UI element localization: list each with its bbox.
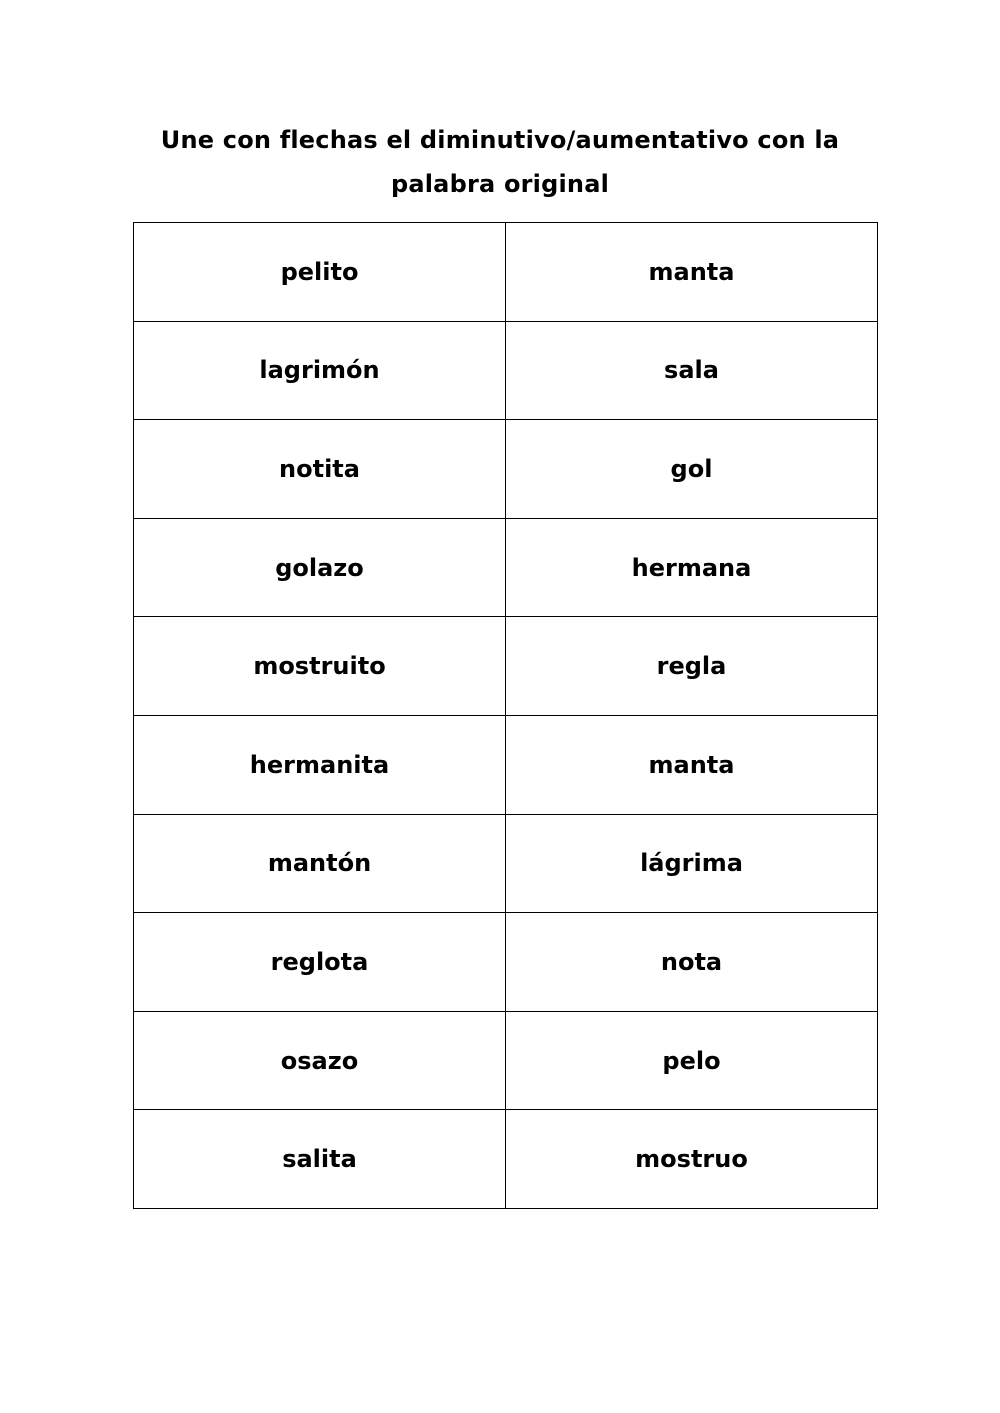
original-word-cell: pelo — [506, 1011, 878, 1110]
table-row — [134, 518, 878, 617]
table-row — [134, 913, 878, 1012]
derived-word-cell: lagrimón — [134, 321, 506, 420]
title-line-2: palabra original — [390, 170, 610, 198]
original-word-cell: sala — [506, 321, 878, 420]
original-word-cell: nota — [506, 913, 878, 1012]
original-word-cell: mostruo — [506, 1110, 878, 1209]
table-row — [134, 223, 878, 322]
derived-word-cell: osazo — [134, 1011, 506, 1110]
derived-word-cell: hermanita — [134, 715, 506, 814]
word-matching-table — [133, 222, 878, 1209]
derived-word-cell: mantón — [134, 814, 506, 913]
original-word-cell: hermana — [506, 518, 878, 617]
table-row — [134, 321, 878, 420]
derived-word-cell: salita — [134, 1110, 506, 1209]
original-word-cell: manta — [506, 715, 878, 814]
derived-word-cell: mostruito — [134, 617, 506, 716]
derived-word-cell: pelito — [134, 223, 506, 322]
derived-word-cell: notita — [134, 420, 506, 519]
table-row — [134, 617, 878, 716]
worksheet-title — [0, 118, 1000, 206]
table-row — [134, 1110, 878, 1209]
table-row — [134, 1011, 878, 1110]
table-row — [134, 715, 878, 814]
original-word-cell: lágrima — [506, 814, 878, 913]
table-row — [134, 420, 878, 519]
derived-word-cell: reglota — [134, 913, 506, 1012]
table-row — [134, 814, 878, 913]
derived-word-cell: golazo — [134, 518, 506, 617]
original-word-cell: regla — [506, 617, 878, 716]
title-line-1: Une con flechas el diminutivo/aumentativo con la — [160, 126, 840, 154]
original-word-cell: manta — [506, 223, 878, 322]
original-word-cell: gol — [506, 420, 878, 519]
